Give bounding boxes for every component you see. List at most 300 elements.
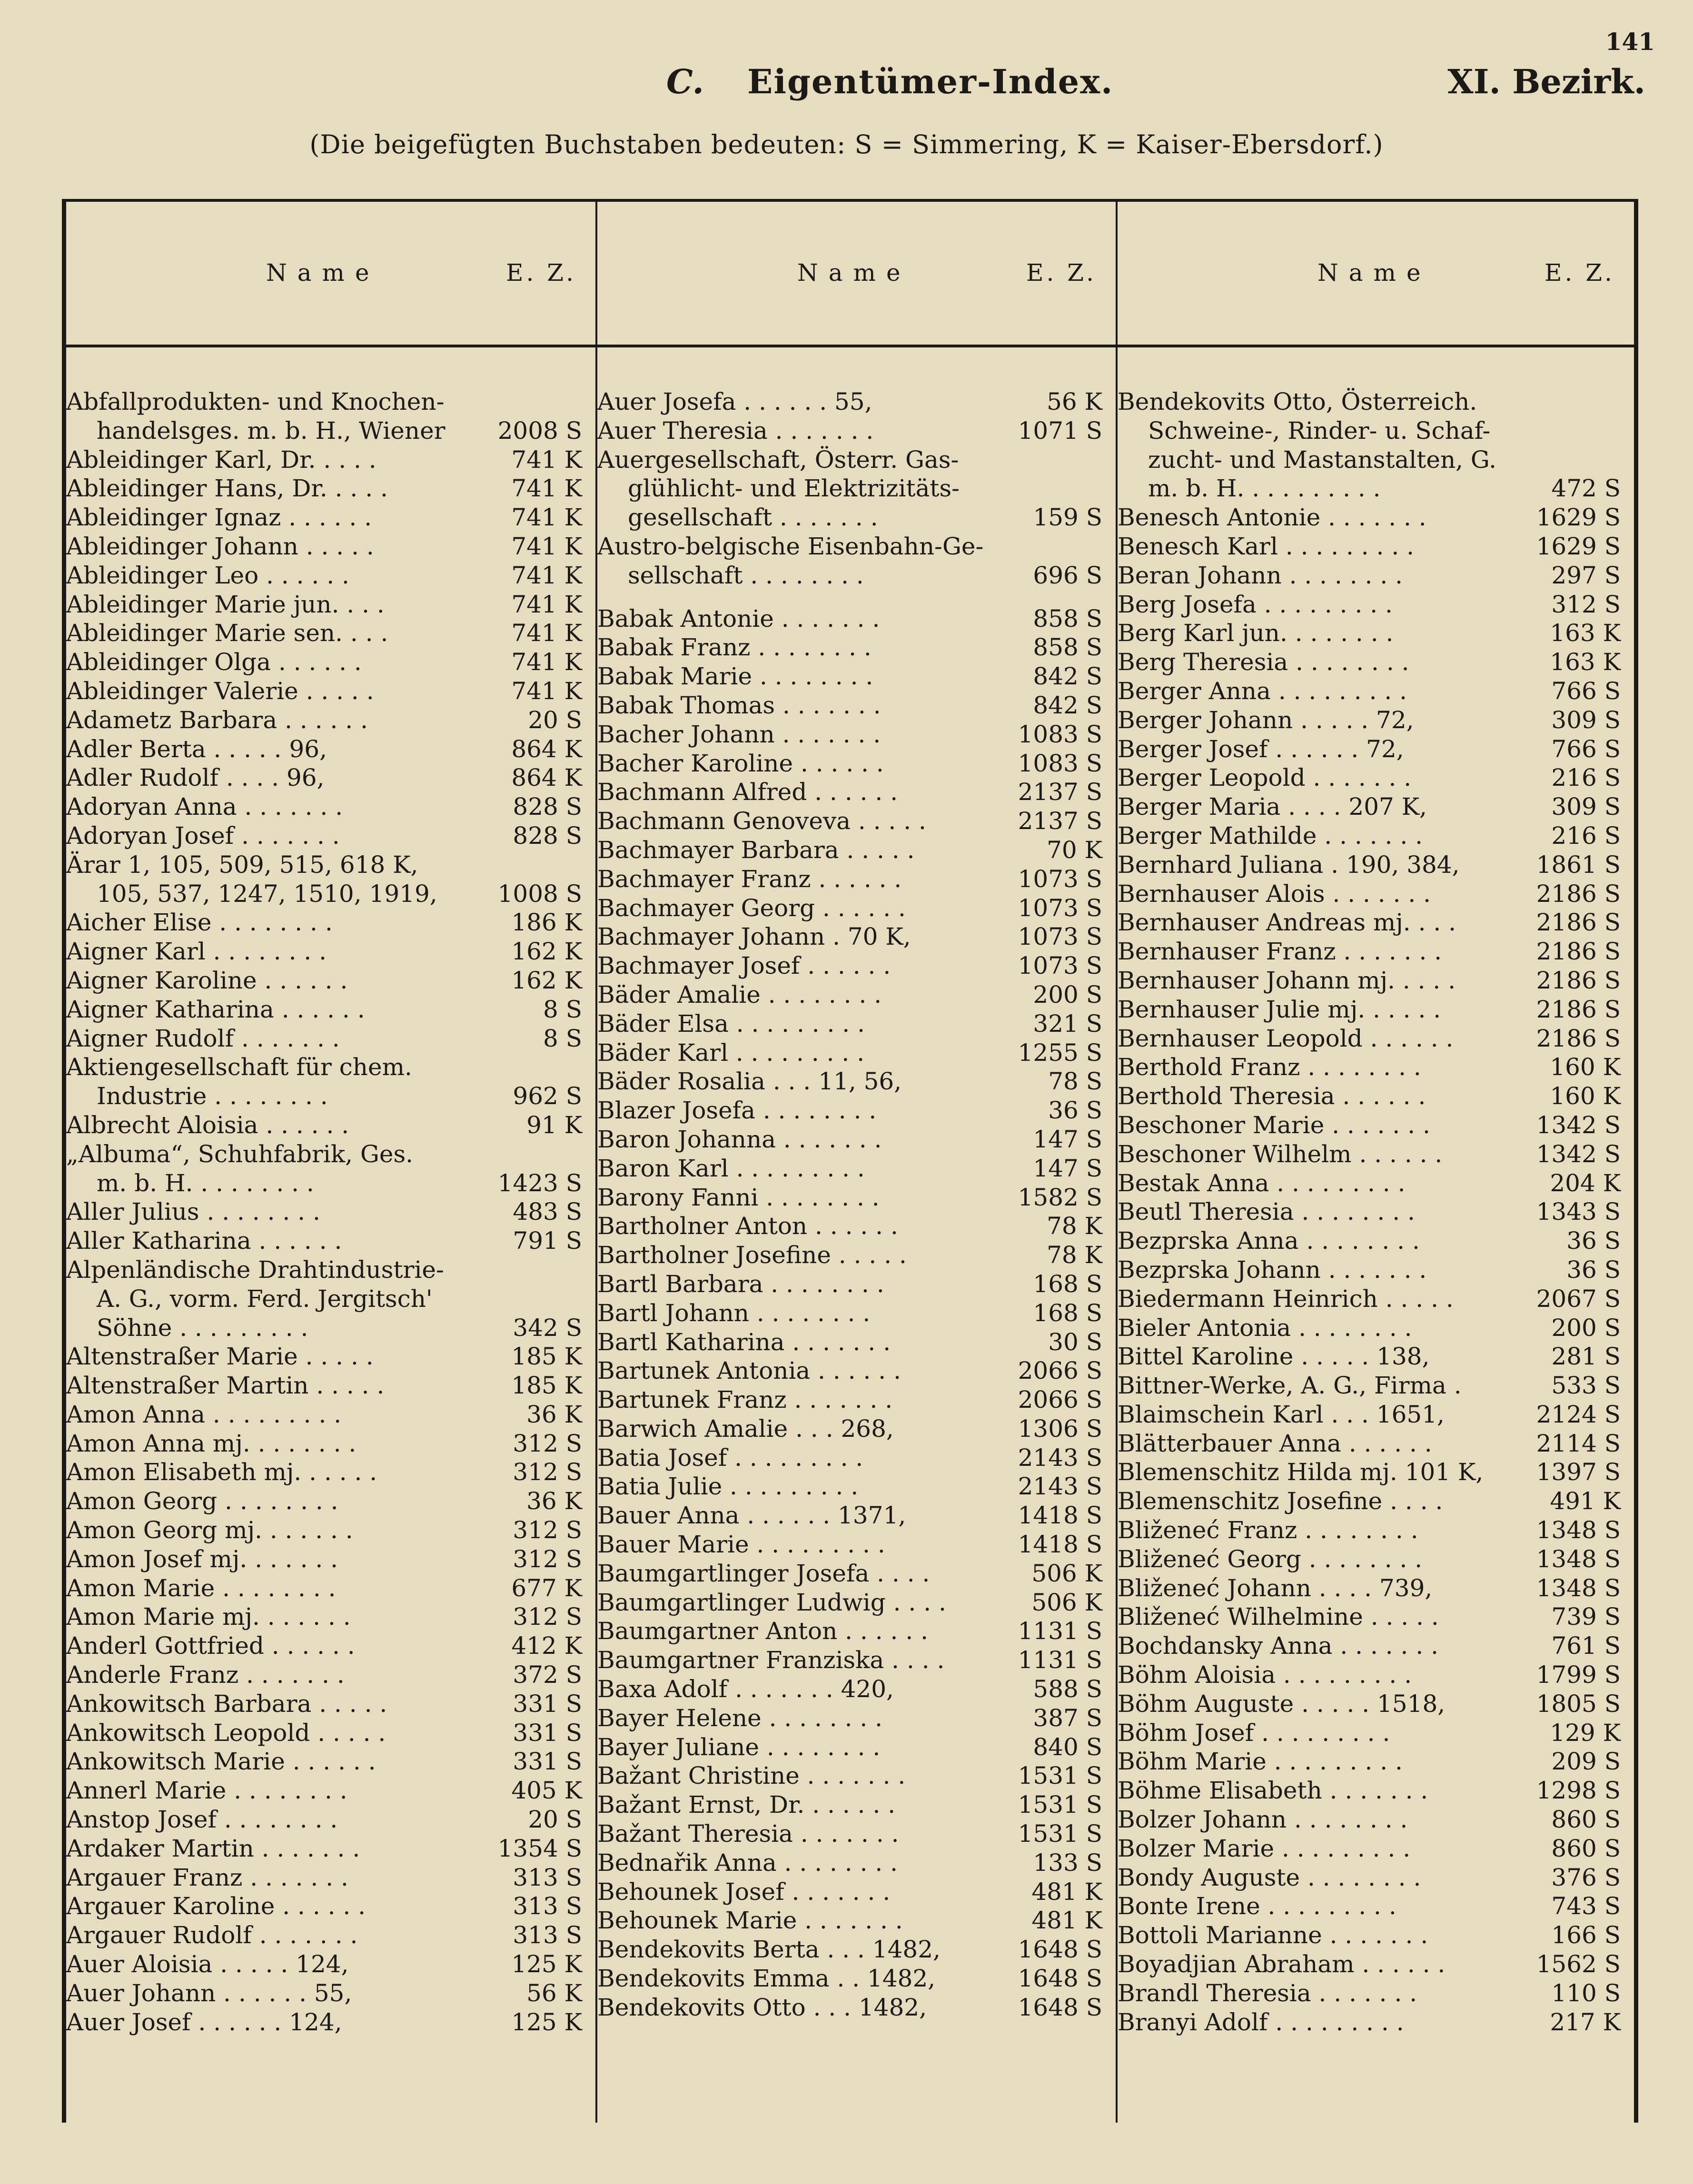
entry-name: Bäder Karl . . . . . . . . . [597,1038,865,1067]
entry-line [597,922,1116,951]
entry-line [1118,1921,1634,1950]
entry-ez-number: 2186 S [1536,995,1621,1023]
entry-line [597,1646,1116,1675]
entry-ez-number: 2137 S [1018,778,1102,806]
entry-name: Ärar 1, 105, 509, 515, 618 K, [66,850,418,879]
entry-line [66,1574,595,1603]
entry-name: Industrie . . . . . . . . [97,1082,328,1110]
entry-line [66,1371,595,1400]
entry-ez-number: 321 S [1033,1009,1102,1038]
entry-name: Blaimschein Karl . . . 1651, [1118,1400,1445,1428]
entry-line [1118,1834,1634,1863]
entry-name: Bochdansky Anna . . . . . . . [1118,1632,1438,1660]
entry-ez-number: 739 S [1551,1603,1621,1631]
entry-ez-number: 1418 S [1018,1502,1102,1530]
index-entry [66,1921,595,1950]
entry-ez-number: 741 K [511,648,582,676]
entry-name: Baumgartner Franziska . . . . [597,1646,945,1674]
entry-name: Berger Leopold . . . . . . . [1118,764,1412,792]
index-entry [1118,1805,1634,1834]
entry-ez-number: 405 K [511,1777,582,1805]
entry-name: Amon Josef mj. . . . . . . [66,1545,338,1573]
entry-name: Boyadjian Abraham . . . . . . [1118,1950,1445,1978]
entry-ez-number: 312 S [513,1603,582,1631]
index-entry [597,1472,1116,1501]
index-entry [597,1125,1116,1154]
entry-ez-number: 209 S [1551,1748,1621,1776]
entry-name: Bernhauser Johann mj. . . . . [1118,966,1456,994]
entry-ez-number: 313 S [513,1892,582,1920]
entry-line [66,1545,595,1574]
entry-name: Böhm Aloisia . . . . . . . . . [1118,1661,1412,1689]
entry-line [66,1140,595,1169]
entry-line [66,1429,595,1458]
entry-ez-number: 216 S [1551,764,1621,792]
entry-ez-number: 331 S [513,1719,582,1747]
entry-line [597,720,1116,749]
entry-name: Bauer Marie . . . . . . . . . [597,1531,885,1559]
entry-name: Benesch Antonie . . . . . . . [1118,504,1426,532]
entry-ez-number: 163 K [1550,648,1621,676]
entry-name: Bachmann Alfred . . . . . . [597,778,898,806]
page-title: Eigentümer-Index. [747,62,1114,101]
entry-ez-number: 20 S [528,706,582,734]
index-entry [597,1993,1116,2022]
entry-line [597,1299,1116,1328]
entry-line [66,1285,595,1314]
entry-ez-number: 168 S [1033,1299,1102,1327]
index-entry [597,1328,1116,1357]
entry-ez-number: 78 S [1048,1067,1102,1096]
entry-name: Bartunek Franz . . . . . . . [597,1386,893,1414]
entry-name: Adoryan Anna . . . . . . . [66,793,343,821]
entry-name: 105, 537, 1247, 1510, 1919, [97,880,437,908]
entry-name: Barwich Amalie . . . 268, [597,1414,894,1443]
entry-name: Bendekovits Berta . . . 1482, [597,1936,941,1964]
entry-ez-number: 2124 S [1536,1400,1621,1428]
index-entry [597,1299,1116,1328]
entry-name: zucht- und Mastanstalten, G. [1148,445,1496,474]
entry-line [1118,1111,1634,1140]
entry-ez-number: 860 S [1551,1834,1621,1862]
index-entry [597,1848,1116,1878]
entry-ez-number: 313 S [513,1921,582,1949]
entry-name: Bolzer Johann . . . . . . . . [1118,1806,1408,1834]
entry-ez-number: 36 K [526,1487,582,1515]
entry-line [1118,821,1634,850]
entry-line [597,604,1116,633]
entry-ez-number: 2066 S [1018,1386,1102,1414]
entry-line [1118,1747,1634,1776]
entry-line [597,778,1116,807]
entry-line [66,1602,595,1631]
entry-line [597,1385,1116,1414]
entry-line [597,1761,1116,1790]
entry-line [66,1111,595,1140]
entry-name: Behounek Josef . . . . . . . [597,1878,891,1906]
index-entry [66,474,595,503]
index-entry [597,1588,1116,1617]
entry-ez-number: 842 S [1033,662,1102,691]
index-entry [597,1935,1116,1964]
index-entry [1118,1169,1634,1198]
index-entry [1118,1226,1634,1255]
entry-name: Böhm Marie . . . . . . . . . [1118,1748,1403,1776]
entry-name: Baron Johanna . . . . . . . [597,1125,882,1153]
index-entry [597,1906,1116,1935]
entry-name: m. b. H. . . . . . . . . [97,1169,314,1197]
entry-line [1118,1342,1634,1371]
entry-ez-number: 741 K [511,504,582,532]
index-entry [597,1009,1116,1038]
entry-name: Bayer Helene . . . . . . . . [597,1704,883,1732]
entry-ez-number: 2067 S [1536,1285,1621,1313]
entry-line [597,1472,1116,1501]
entry-name: Aigner Rudolf . . . . . . . [66,1024,340,1052]
entry-line [1118,1602,1634,1631]
entry-name: Bliženeć Johann . . . . 739, [1118,1574,1433,1602]
entry-name: Amon Anna mj. . . . . . . . [66,1429,356,1457]
index-entry [66,1719,595,1748]
entry-ez-number: 860 S [1551,1806,1621,1834]
index-entry [66,763,595,792]
entry-line [66,619,595,648]
index-entry [597,691,1116,720]
entry-line [66,1719,595,1748]
entry-line [66,821,595,850]
entry-line [66,2008,595,2037]
entry-line [1118,1024,1634,1053]
entry-ez-number: 1531 S [1018,1762,1102,1790]
entry-line [66,1863,595,1892]
entry-ez-number: 160 K [1550,1053,1621,1081]
entry-line [597,1848,1116,1878]
entry-ez-number: 864 K [511,735,582,763]
entry-ez-number: 741 K [511,677,582,705]
entry-line [1118,1429,1634,1458]
index-entry [597,778,1116,807]
entry-name: glühlicht- und Elektrizitäts- [628,474,960,503]
entry-line [1118,1226,1634,1255]
entry-ez-number: 312 S [513,1545,582,1573]
entry-line [66,1921,595,1950]
entry-line [597,1328,1116,1357]
index-entry [66,677,595,706]
entry-line [597,503,1116,532]
entry-ez-number: 216 S [1551,821,1621,850]
index-entry [1118,1747,1634,1776]
column-header-ez: E. Z. [1544,259,1615,287]
entry-name: Söhne . . . . . . . . . [97,1314,308,1342]
entry-ez-number: 312 S [513,1516,582,1544]
index-entry [1118,1024,1634,1053]
index-entry [66,1863,595,1892]
entry-name: Bernhauser Julie mj. . . . . . [1118,995,1441,1023]
index-entry [597,1559,1116,1588]
entry-line [1118,1082,1634,1111]
entry-ez-number: 1342 S [1536,1140,1621,1168]
entry-line [1118,1660,1634,1690]
index-entry [597,836,1116,865]
index-entry [66,1458,595,1487]
entry-line [597,662,1116,691]
entry-name: Ableidinger Hans, Dr. . . . . [66,474,388,503]
entry-name: Argauer Franz . . . . . . . [66,1863,348,1891]
entry-ez-number: 741 K [511,532,582,560]
legend: (Die beigefügten Buchstaben bedeuten: S = Simmering, K = Kaiser-Ebersdorf.) [309,129,1384,159]
entry-ez-number: 312 S [513,1458,582,1486]
entry-ez-number: 185 K [511,1343,582,1371]
index-entry [597,445,1116,532]
entry-line [597,416,1116,445]
entry-name: Berthold Theresia . . . . . . [1118,1082,1426,1110]
entry-name: Bažant Theresia . . . . . . . [597,1820,899,1848]
entry-name: Bliženeć Georg . . . . . . . . [1118,1545,1423,1573]
index-entry [1118,966,1634,995]
entry-name: Auer Theresia . . . . . . . [597,416,874,445]
index-entry [1118,1140,1634,1169]
index-entry [66,1631,595,1660]
entry-line [66,1516,595,1545]
index-entry [66,966,595,995]
entry-line [1118,1631,1634,1660]
entry-name: Babak Thomas . . . . . . . [597,691,881,719]
entry-ez-number: 312 S [513,1429,582,1457]
entry-ez-number: 36 S [1566,1255,1621,1284]
index-entry [1118,880,1634,909]
index-entry [66,1111,595,1140]
entry-line [66,590,595,619]
entry-ez-number: 125 K [511,2008,582,2036]
entry-ez-number: 312 S [1551,590,1621,618]
entry-line [1118,908,1634,937]
entry-name: Bolzer Marie . . . . . . . . . [1118,1834,1411,1862]
entry-ez-number: 133 S [1033,1848,1102,1877]
entry-ez-number: 1131 S [1018,1617,1102,1645]
entry-line [1118,937,1634,966]
entry-ez-number: 2143 S [1018,1443,1102,1472]
entry-line [66,1631,595,1660]
entry-name: Böhm Auguste . . . . . 1518, [1118,1690,1445,1718]
entry-name: Bendekovits Emma . . 1482, [597,1965,936,1993]
entry-ez-number: 70 K [1047,836,1102,864]
index-entry [66,706,595,735]
entry-ez-number: 8 S [543,995,582,1023]
entry-line [66,648,595,677]
entry-name: Bliženeć Franz . . . . . . . . [1118,1516,1418,1544]
index-entry [597,1617,1116,1646]
index-entry [597,633,1116,662]
index-entry [597,1733,1116,1762]
page-header [71,62,1645,105]
index-entry [1118,590,1634,619]
entry-name: Schweine-, Rinder- u. Schaf- [1148,416,1491,445]
entry-ez-number: 91 K [526,1111,582,1139]
entry-ez-number: 1354 S [497,1834,582,1862]
index-entry [1118,763,1634,792]
entry-name: Ableidinger Olga . . . . . . [66,648,362,676]
entry-ez-number: 1531 S [1018,1820,1102,1848]
entry-ez-number: 30 S [1048,1328,1102,1356]
entry-line [597,1241,1116,1270]
entry-ez-number: 766 S [1551,735,1621,763]
entry-line [1118,706,1634,735]
entry-ez-number: 2186 S [1536,966,1621,994]
index-entry [597,387,1116,416]
entry-line [1118,1805,1634,1834]
column-header-name: Name [266,259,380,287]
entry-name: Berger Josef . . . . . . 72, [1118,735,1404,763]
index-entry [1118,850,1634,880]
entry-line [66,1690,595,1719]
entry-name: Ableidinger Johann . . . . . [66,532,374,560]
entry-line [1118,1169,1634,1198]
index-entry [66,821,595,850]
entry-name: Barony Fanni . . . . . . . . [597,1183,880,1211]
entry-ez-number: 1071 S [1018,416,1102,445]
entry-ez-number: 1343 S [1536,1198,1621,1226]
entry-name: Bernhauser Alois . . . . . . . [1118,880,1431,908]
index-entry [66,995,595,1024]
entry-ez-number: 533 S [1551,1372,1621,1400]
index-entry [1118,1950,1634,1979]
entry-name: Babak Antonie . . . . . . . [597,604,880,632]
entry-line [1118,850,1634,880]
entry-line [66,1834,595,1863]
entry-list [66,387,595,2036]
index-entry [66,792,595,821]
entry-name: Bartunek Antonia . . . . . . [597,1357,901,1385]
entry-name: Bacher Karoline . . . . . . [597,749,884,777]
entry-line [66,1892,595,1921]
entry-line [1118,474,1634,503]
entry-line [66,880,595,909]
entry-ez-number: 1083 S [1018,720,1102,748]
entry-ez-number: 962 S [513,1082,582,1110]
entry-name: Amon Elisabeth mj. . . . . . [66,1458,377,1486]
entry-ez-number: 858 S [1033,633,1102,662]
entry-name: sellschaft . . . . . . . . [628,561,864,589]
entry-name: Adoryan Josef . . . . . . . [66,821,340,850]
entry-name: Bartholner Josefine . . . . . [597,1241,907,1269]
entry-line [597,532,1116,561]
index-entry [66,1342,595,1371]
index-entry [66,590,595,619]
entry-line [1118,1197,1634,1226]
index-entry [1118,821,1634,850]
entry-line [66,1169,595,1198]
entry-ez-number: 376 S [1551,1863,1621,1891]
index-entry [597,1443,1116,1472]
index-entry [66,1053,595,1111]
entry-name: Auer Johann . . . . . . 55, [66,1979,352,2007]
index-entry [1118,1892,1634,1921]
entry-ez-number: 200 S [1551,1314,1621,1342]
entry-name: Blätterbauer Anna . . . . . . [1118,1429,1432,1457]
entry-ez-number: 160 K [1550,1082,1621,1110]
entry-name: Auergesellschaft, Österr. Gas- [597,445,959,474]
entry-line [66,1400,595,1429]
index-entry [66,1747,595,1776]
entry-name: Bartl Johann . . . . . . . . [597,1299,871,1327]
entry-name: Bliženeć Wilhelmine . . . . . [1118,1603,1439,1631]
entry-name: Baumgartlinger Ludwig . . . . [597,1588,946,1616]
entry-ez-number: 163 K [1550,619,1621,647]
entry-line [66,1024,595,1053]
entry-ez-number: 696 S [1033,561,1102,589]
entry-ez-number: 125 K [511,1950,582,1978]
entry-name: Bernhauser Leopold . . . . . . [1118,1024,1454,1052]
entry-name: Babak Franz . . . . . . . . [597,633,871,662]
index-entry [66,1371,595,1400]
entry-line [1118,1140,1634,1169]
entry-name: Berthold Franz . . . . . . . . [1118,1053,1421,1081]
entry-name: Austro-belgische Eisenbahn-Ge- [597,532,984,560]
entry-ez-number: 491 K [1550,1487,1621,1515]
entry-ez-number: 412 K [511,1632,582,1660]
entry-name: Bauer Anna . . . . . . 1371, [597,1502,906,1530]
entry-line [66,735,595,764]
entry-name: Ardaker Martin . . . . . . . [66,1834,360,1862]
entry-line [1118,792,1634,821]
entry-line [66,706,595,735]
index-entry [597,720,1116,749]
entry-ez-number: 20 S [528,1806,582,1834]
entry-name: Behounek Marie . . . . . . . [597,1907,903,1935]
entry-ez-number: 1562 S [1536,1950,1621,1978]
column-header-name: Name [797,259,911,287]
entry-line [597,1125,1116,1154]
entry-ez-number: 1423 S [497,1169,582,1197]
entry-name: Berger Mathilde . . . . . . . [1118,821,1423,850]
entry-name: Aicher Elise . . . . . . . . [66,909,333,937]
entry-line [597,1356,1116,1385]
entry-name: Aigner Karl . . . . . . . . [66,938,327,966]
entry-name: Böhm Josef . . . . . . . . . [1118,1719,1390,1747]
entry-line [66,937,595,966]
entry-ez-number: 342 S [513,1314,582,1342]
entry-ez-number: 1342 S [1536,1111,1621,1139]
entry-ez-number: 828 S [513,821,582,850]
entry-line [1118,1458,1634,1487]
index-entry [597,1183,1116,1212]
entry-line [597,1733,1116,1762]
entry-name: Bäder Amalie . . . . . . . . [597,980,882,1008]
index-entry [66,908,595,937]
entry-name: Ableidinger Leo . . . . . . [66,561,349,589]
index-entry [1118,1545,1634,1574]
entry-name: Amon Georg . . . . . . . . [66,1487,338,1515]
entry-ez-number: 185 K [511,1372,582,1400]
index-entry [1118,532,1634,561]
entry-line [597,1038,1116,1067]
entry-ez-number: 162 K [511,966,582,994]
entry-name: Anderle Franz . . . . . . . [66,1661,345,1689]
entry-ez-number: 472 S [1551,474,1621,503]
entry-line [66,1226,595,1255]
entry-ez-number: 1799 S [1536,1661,1621,1689]
entry-ez-number: 56 K [1047,388,1102,415]
index-entry [66,1255,595,1342]
entry-line [1118,1487,1634,1516]
entry-ez-number: 743 S [1551,1892,1621,1920]
entry-line [1118,561,1634,590]
column-header [1118,259,1634,297]
entry-line [1118,1545,1634,1574]
entry-line [597,807,1116,836]
entry-name: Albrecht Aloisia . . . . . . [66,1111,349,1139]
index-entry [1118,937,1634,966]
